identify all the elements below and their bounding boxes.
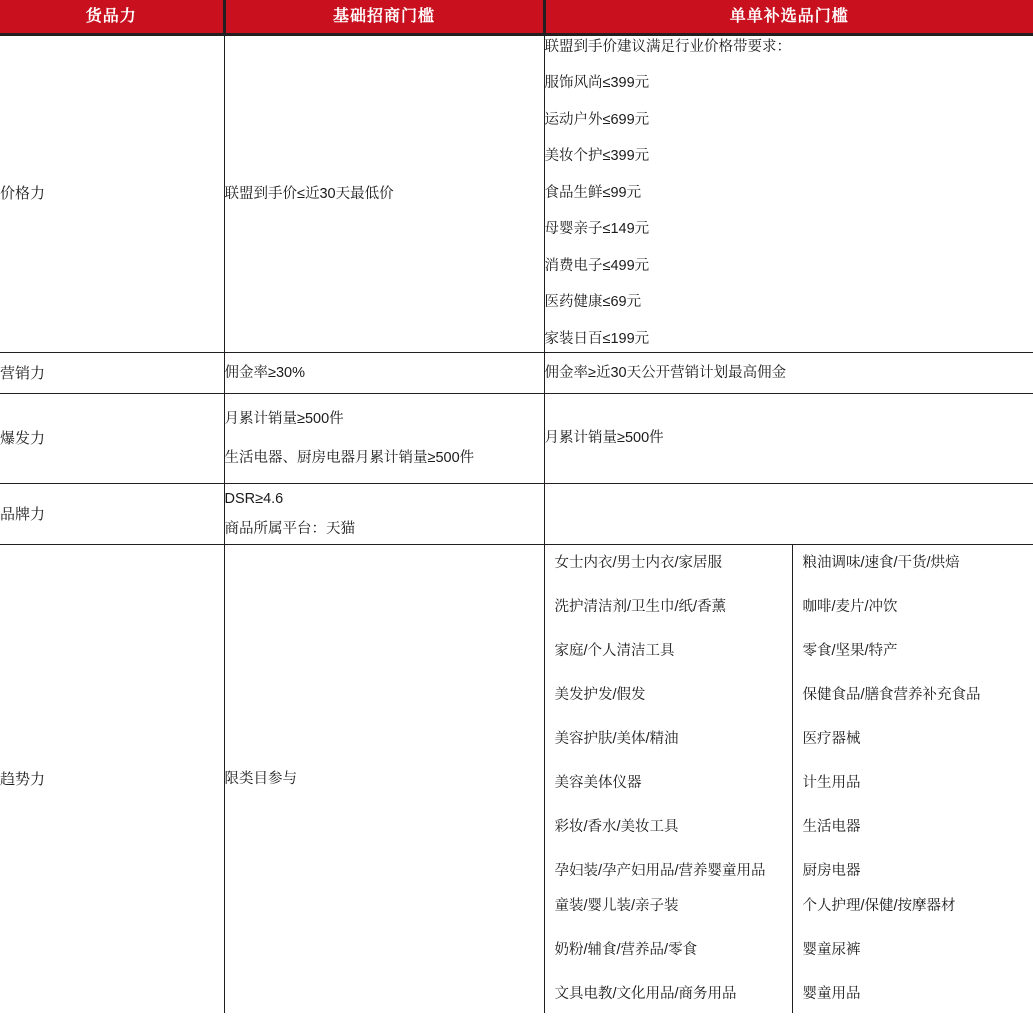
category-item: 家庭/个人清洁工具 [554, 643, 675, 660]
row-label-price: 价格力 [0, 35, 224, 353]
brand-basic-line: 商品所属平台：天猫 [224, 521, 355, 538]
header-cell-capability: 货品力 [0, 0, 224, 35]
category-item: 咖啡/麦片/冲饮 [802, 599, 898, 616]
row-label-trend: 趋势力 [0, 545, 224, 1014]
category-item: 个人护理/保健/按摩器材 [802, 898, 956, 915]
category-item: 医疗器械 [802, 731, 861, 748]
price-band-item: 母婴亲子≤149元 [544, 221, 650, 238]
brand-basic-line: DSR≥4.6 [224, 490, 284, 507]
table-row-marketing [0, 353, 1033, 394]
category-item: 婴童尿裤 [802, 942, 861, 959]
row-label-explosive: 爆发力 [0, 394, 224, 484]
category-item: 美容护肤/美体/精油 [554, 731, 679, 748]
price-intro-text: 联盟到手价建议满足行业价格带要求： [544, 39, 791, 55]
category-item: 保健食品/膳食营养补充食品 [802, 687, 981, 704]
table-header-row [0, 0, 1033, 35]
category-item: 美容美体仪器 [554, 775, 642, 792]
cell-trend-basic: 限类目参与 [224, 545, 544, 1014]
price-band-item: 运动户外≤699元 [544, 111, 650, 128]
header-cell-basic-threshold: 基础招商门槛 [224, 0, 544, 35]
explosive-basic-line: 生活电器、厨房电器月累计销量≥500件 [224, 449, 475, 466]
cell-brand-supplement [544, 484, 1033, 545]
category-item: 奶粉/辅食/营养品/零食 [554, 942, 698, 959]
category-column-right [793, 545, 1033, 1013]
price-band-item: 家装日百≤199元 [544, 330, 650, 347]
table-row-price [0, 35, 1033, 353]
category-columns [545, 545, 1033, 1013]
category-item: 文具电教/文化用品/商务用品 [554, 986, 737, 1003]
explosive-basic-line: 月累计销量≥500件 [224, 411, 344, 428]
cell-price-supplement [544, 35, 1033, 353]
price-band-item: 美妆个护≤399元 [544, 148, 650, 165]
cell-trend-categories [544, 545, 1033, 1014]
category-item: 童装/婴儿装/亲子装 [554, 898, 679, 915]
category-item: 零食/坚果/特产 [802, 643, 898, 660]
cell-explosive-supplement: 月累计销量≥500件 [544, 394, 1033, 484]
table-row-brand [0, 484, 1033, 545]
cell-marketing-basic: 佣金率≥30% [224, 353, 544, 394]
category-item: 厨房电器 [802, 863, 861, 880]
category-item: 生活电器 [802, 819, 861, 836]
table-row-explosive [0, 394, 1033, 484]
cell-price-basic: 联盟到手价≤近30天最低价 [224, 35, 544, 353]
cell-explosive-basic [224, 394, 544, 484]
price-band-item: 医药健康≤69元 [544, 294, 642, 311]
category-item: 洗护清洁剂/卫生巾/纸/香薰 [554, 599, 727, 616]
category-item: 彩妆/香水/美妆工具 [554, 819, 679, 836]
category-item: 女士内衣/男士内衣/家居服 [554, 555, 723, 572]
category-item: 计生用品 [802, 775, 861, 792]
category-column-left [545, 545, 793, 1013]
category-item: 粮油调味/速食/干货/烘焙 [802, 555, 960, 572]
header-cell-supplement-threshold: 单单补选品门槛 [544, 0, 1033, 35]
category-item: 美发护发/假发 [554, 687, 646, 704]
table-row-trend [0, 545, 1033, 1014]
price-band-item: 服饰风尚≤399元 [544, 75, 650, 92]
row-label-brand: 品牌力 [0, 484, 224, 545]
category-item: 孕妇装/孕产妇用品/营养婴童用品 [554, 863, 766, 880]
cell-brand-basic [224, 484, 544, 545]
row-label-marketing: 营销力 [0, 353, 224, 394]
cell-marketing-supplement: 佣金率≥近30天公开营销计划最高佣金 [544, 353, 1033, 394]
price-band-item: 消费电子≤499元 [544, 257, 650, 274]
category-item: 婴童用品 [802, 986, 861, 1003]
price-band-item: 食品生鲜≤99元 [544, 184, 642, 201]
